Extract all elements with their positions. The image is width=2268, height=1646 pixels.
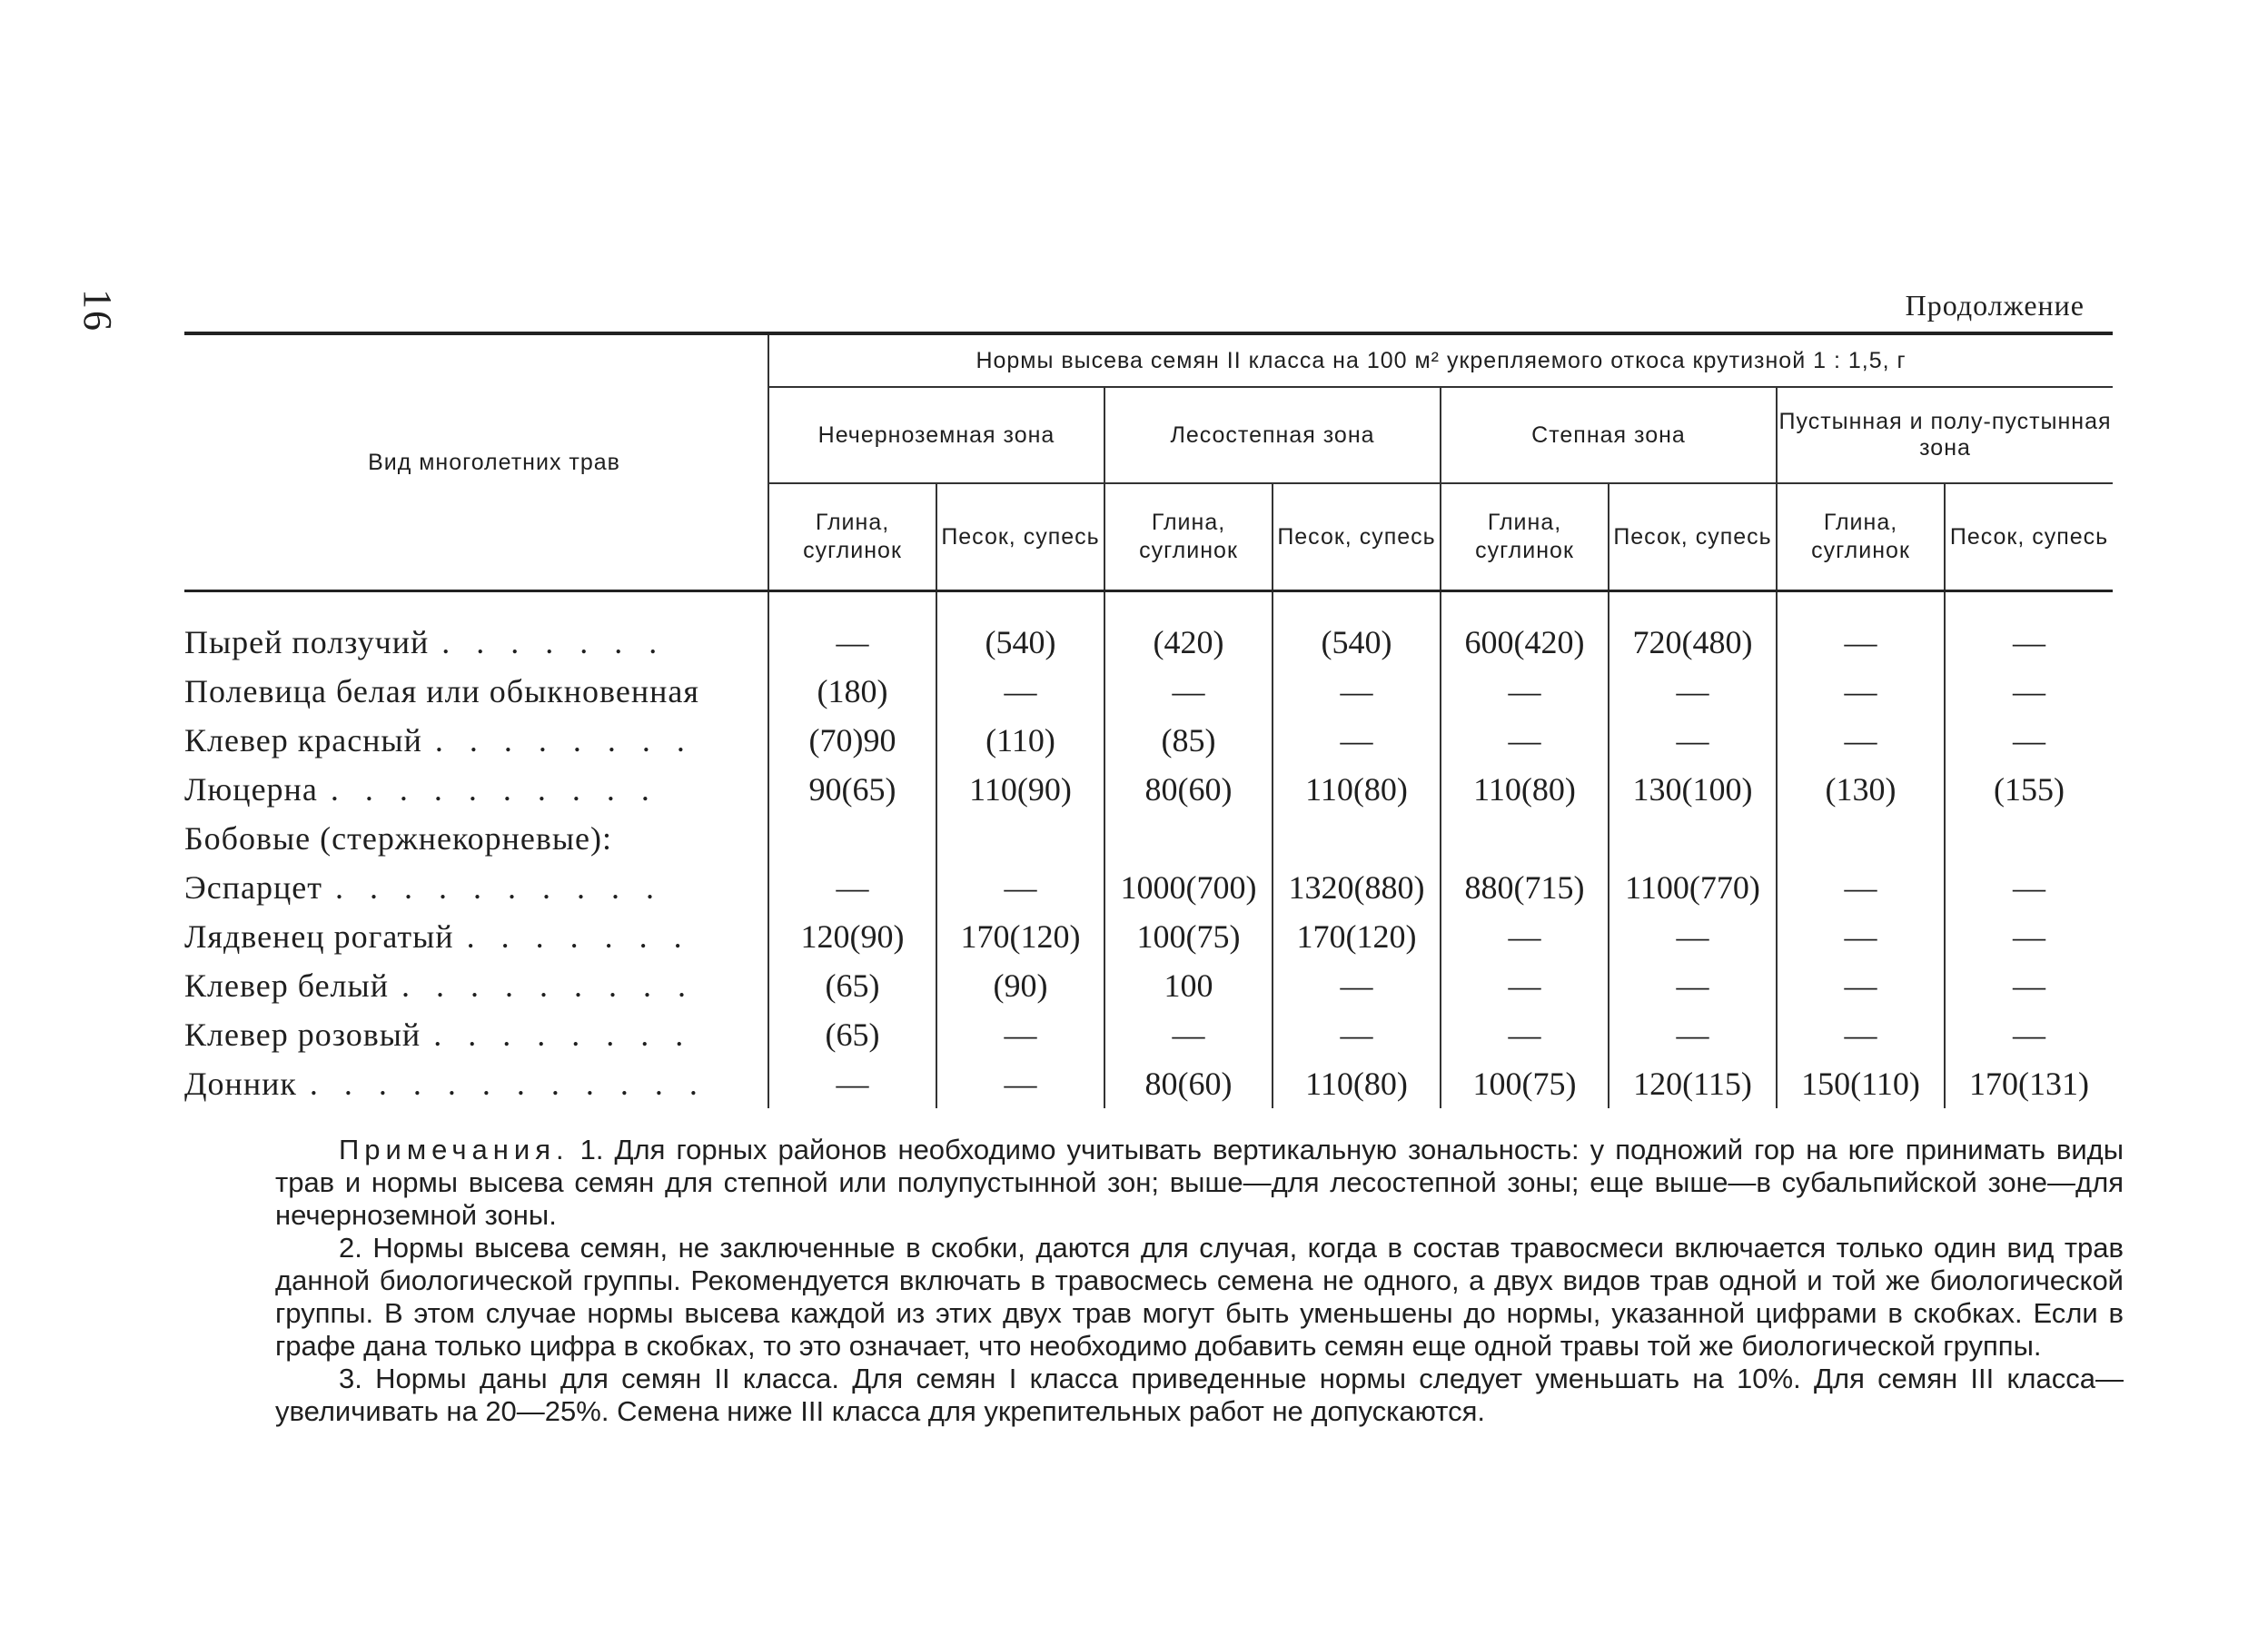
table-cell: 80(60) [1104,765,1273,814]
header-row-norms [184,333,2113,387]
table-cell: (155) [1945,765,2113,814]
table-cell: — [1273,961,1441,1010]
table-body [184,591,2113,1109]
species-name: Пырей ползучий . . . . . . . [184,624,667,660]
table-cell: 80(60) [1104,1059,1273,1108]
zone-header: Лесостепная зона [1104,387,1441,483]
table-cell: 1000(700) [1104,863,1273,912]
species-name: Люцерна . . . . . . . . . . [184,771,659,808]
soil-header: Песок, супесь [936,483,1104,591]
table-cell [1104,814,1273,863]
note-2: 2. Нормы высева семян, не заключенные в скобки, даются для случая, когда в состав травосмеси включается только один вид трав данной биологической группы. Рекомендуется включать в травосмесь семена не одного, а двух видов трав одной и той же биологической группы. В этом случае нормы высева каждой из этих двух трав могут быть уменьшены до нормы, указанной цифрами в скобках. Если в графе дана только цифра в скобках, то это означает, что необходимо добавить семян еще одной травы той же биологической группы. [275,1232,2124,1362]
note-1 [275,1134,2124,1232]
table-row-group [184,814,2113,863]
species-name: Клевер белый . . . . . . . . . [184,967,695,1004]
note-1-text: 1. Для горных районов необходимо учитывать вертикальную зональность: у подножий гор на юге принимать виды трав и нормы высева семян для степной или полупустынной зон; выше—для лесостепной зоны; еще выше—в субальпийской зоне—для нечерноземной зоны. [275,1134,2124,1231]
note-3: 3. Нормы даны для семян II класса. Для семян I класса приведенные нормы следует уменьшать на 10%. Для семян III класса—увеличивать на 20—25%. Семена ниже III класса для укрепительных работ не допускаются. [275,1363,2124,1427]
table-cell: (65) [768,1010,936,1059]
table-cell: — [1777,667,1945,716]
table-cell: (540) [936,618,1104,667]
zone-header: Пустынная и полу-пустынная зона [1777,387,2113,483]
table-cell [1777,814,1945,863]
table-cell: — [1777,961,1945,1010]
table-cell: 130(100) [1609,765,1777,814]
table-cell: — [1273,667,1441,716]
table-cell: — [1609,667,1777,716]
table-cell: 720(480) [1609,618,1777,667]
table-cell: (65) [768,961,936,1010]
continuation-label: Продолжение [1905,289,2085,322]
table-cell: — [768,863,936,912]
table-cell [1609,814,1777,863]
table-row [184,618,2113,667]
table-cell: — [1777,716,1945,765]
table-cell: (540) [1273,618,1441,667]
table-cell: 100 [1104,961,1273,1010]
table-row [184,716,2113,765]
table-cell: — [1945,961,2113,1010]
table-cell: — [1609,1010,1777,1059]
table-cell: 100(75) [1441,1059,1609,1108]
table-row [184,912,2113,961]
table-cell: 110(90) [936,765,1104,814]
table-cell: 100(75) [1104,912,1273,961]
zone-header: Нечерноземная зона [768,387,1104,483]
table-cell: — [768,618,936,667]
table-cell: — [936,667,1104,716]
table-row [184,863,2113,912]
table-cell: — [936,863,1104,912]
table-row [184,1010,2113,1059]
table-cell: 880(715) [1441,863,1609,912]
table-cell: — [936,1059,1104,1108]
soil-header: Глина, суглинок [768,483,936,591]
table-cell: (420) [1104,618,1273,667]
table-cell [1441,814,1609,863]
table-cell: — [1945,863,2113,912]
table-cell: — [1945,716,2113,765]
seed-norms-table [184,332,2113,1108]
table-row [184,765,2113,814]
species-name: Эспарцет . . . . . . . . . . [184,869,663,906]
table-cell: (130) [1777,765,1945,814]
page-number: 16 [75,289,120,332]
table-cell: — [1945,1010,2113,1059]
table-cell: — [1104,667,1273,716]
table-cell: 1320(880) [1273,863,1441,912]
table-cell: — [1777,618,1945,667]
table-cell: 110(80) [1273,1059,1441,1108]
table-cell: — [1273,716,1441,765]
table-cell: 110(80) [1273,765,1441,814]
table-row [184,961,2113,1010]
species-name: Донник . . . . . . . . . . . . [184,1066,707,1102]
species-name: Лядвенец рогатый . . . . . . . [184,918,691,955]
table-cell: — [1777,1010,1945,1059]
table-cell: — [1945,667,2113,716]
table-cell: 110(80) [1441,765,1609,814]
soil-header: Песок, супесь [1609,483,1777,591]
species-name: Полевица белая или обыкновенная [184,673,699,709]
table-cell [768,814,936,863]
table-cell: — [1945,912,2113,961]
norms-header: Нормы высева семян II класса на 100 м² укрепляемого откоса крутизной 1 : 1,5, г [768,333,2113,387]
soil-header: Глина, суглинок [1441,483,1609,591]
notes-block [275,1134,2124,1428]
table-row [184,1059,2113,1108]
table-row [184,667,2113,716]
soil-header: Глина, суглинок [1777,483,1945,591]
table-cell: — [936,1010,1104,1059]
table-cell: — [1777,863,1945,912]
table-cell: 170(120) [936,912,1104,961]
table-cell: — [1609,961,1777,1010]
seed-norms-table-wrap [184,332,2113,1108]
species-group-name: Бобовые (стержнекорневые): [184,820,613,857]
table-cell [936,814,1104,863]
species-name: Клевер розовый . . . . . . . . [184,1016,693,1053]
table-cell: — [1104,1010,1273,1059]
table-spacer-row [184,591,2113,619]
table-cell: 90(65) [768,765,936,814]
table-cell: — [1273,1010,1441,1059]
species-column-header: Вид многолетних трав [184,333,768,591]
table-cell: 120(90) [768,912,936,961]
table-cell: — [1441,1010,1609,1059]
table-cell: — [1777,912,1945,961]
soil-header: Песок, супесь [1945,483,2113,591]
table-cell: — [1945,618,2113,667]
table-cell: 120(115) [1609,1059,1777,1108]
table-cell: — [768,1059,936,1108]
table-cell: — [1609,912,1777,961]
species-name: Клевер красный . . . . . . . . [184,722,694,759]
soil-header: Песок, супесь [1273,483,1441,591]
table-cell: 1100(770) [1609,863,1777,912]
table-cell: — [1441,716,1609,765]
table-cell: (85) [1104,716,1273,765]
table-cell: — [1441,961,1609,1010]
table-cell: (180) [768,667,936,716]
table-cell: 600(420) [1441,618,1609,667]
table-cell: — [1441,912,1609,961]
table-cell: 170(120) [1273,912,1441,961]
table-cell [1273,814,1441,863]
table-cell: (110) [936,716,1104,765]
table-cell: 150(110) [1777,1059,1945,1108]
table-cell: (70)90 [768,716,936,765]
table-cell: (90) [936,961,1104,1010]
table-cell [1945,814,2113,863]
soil-header: Глина, суглинок [1104,483,1273,591]
zone-header: Степная зона [1441,387,1777,483]
table-cell: 170(131) [1945,1059,2113,1108]
notes-title: Примечания. [339,1134,569,1165]
table-cell: — [1441,667,1609,716]
table-cell: — [1609,716,1777,765]
